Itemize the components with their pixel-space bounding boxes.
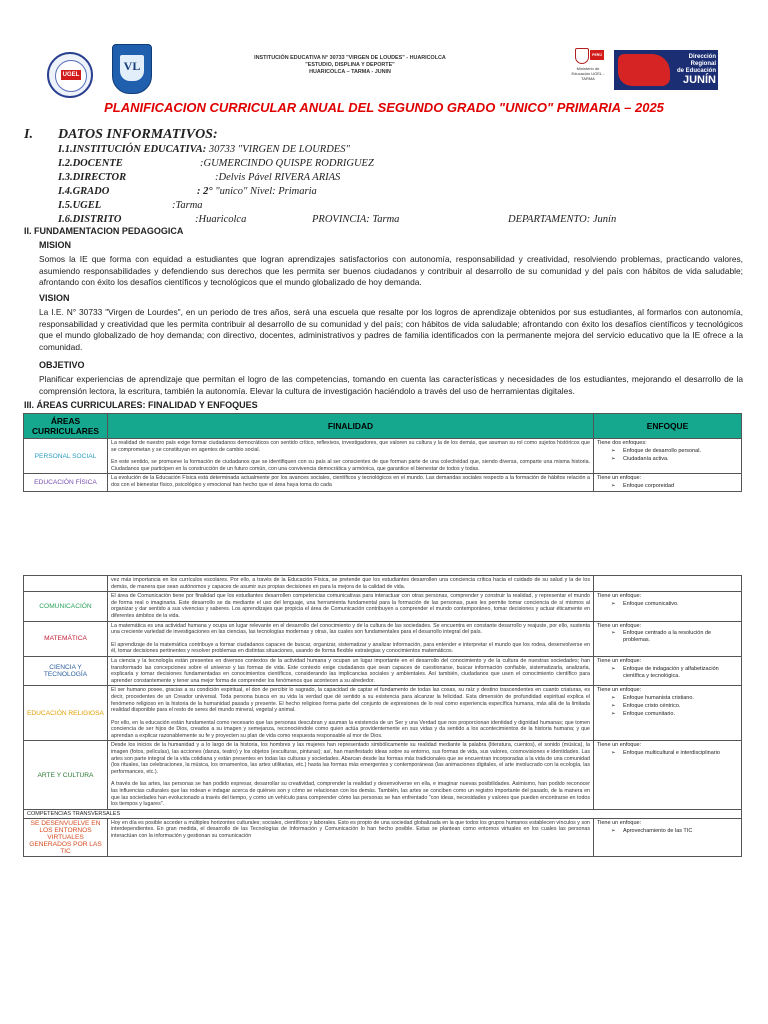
regional-logo-caption: Dirección Regional de Educación [676,54,716,74]
dato-ugel-value: :Tarma [172,200,203,211]
table-row [24,656,742,685]
areas-table-page2 [23,575,742,857]
area-name: SE DESENVUELVE EN LOS ENTORNOS VIRTUALES GENERADOS POR LAS TIC [24,818,108,856]
area-finalidad: Desde los inicios de la humanidad y a lo largo de la historia, los hombres y las mujeres han representado simbólicamente su realidad mediante la palabra (literatura, cuentos), el sonido (música), la imagen (fotos, películas), las acciones (danza, teatro) y los objetos (esculturas, pinturas); así, han manifestado ideas sobre su entorno, sus formas de vida, sus valores, cosmovisiones e identidades. Las artes son parte integral de la vida cotidiana y están presentes en todas las culturas y sociedades. Abarcan desde las formas más tradicionales que se encuentran incorporadas a la vida de una comunidad (los rituales, las celebraciones, la música, los ornamentos, las artes utilitarias, etc.) hasta las formas más emergentes y contemporáneas (las animaciones digitales, el arte involucrado con la ecología, las performances, etc.). A través de las artes, las personas se han podido expresar, desarrollar su creatividad, comprender la realidad y desenvolverse en ella, e imaginar nuevas posibilidades. Asimismo, han podido reconocer las influencias culturales que las rodean e indagar acerca de quiénes son y cómo se relacionan con los demás. También, las artes se conciben como un registro importante del pasado, de la manera en que las sociedades han evolucionado a través del tiempo, y como un vehículo para comprender cómo las personas se han enfrentado "con ideas, necesidades y valores que pueden encontrarse en todos los tiempos y lugares". [108,741,594,809]
table-row [24,592,742,621]
area-enfoque: Tiene un enfoque: ➢ Enfoque humanista cristiano. ➢ Enfoque cristo céntrico. ➢ Enfoque comunitario. [594,686,742,741]
area-finalidad: La matemática es una actividad humana y ocupa un lugar relevante en el desarrollo del conocimiento y de la cultura de las sociedades. Se encuentra en constante desarrollo y reajuste, por ello, sustenta una creciente variedad de investigaciones en las ciencias, las tecnologías modernas y otras, las cuales son fundamentales para el desarrollo integral del país. El aprendizaje de la matemática contribuye a formar ciudadanos capaces de buscar, organizar, sistematizar y analizar información, para entender e interpretar el mundo que los rodea, desenvolverse en él, tomar decisiones pertinentes y resolver problemas en distintas situaciones, usando de forma flexible estrategias y conocimientos matemáticos. [108,621,594,656]
area-finalidad: La evolución de la Educación Física está determinada actualmente por los avances sociales, científicos y tecnológicos en el mundo. Las demandas sociales respecto a la formación de hábitos relación a dos con el bienestar físico, psicológico y emocional han hecho que el área haya toma do cada [108,474,594,492]
ministry-logo [571,48,605,94]
area-name [24,576,108,592]
area-finalidad-continuation: vez más importancia en los currículos escolares. Por ello, a través de la Educación Física, se pretende que los estudiantes desarrollen una conciencia crítica hacia el cuidado de su salud y la de los demás, de manera que sean autónomos y capaces de asumir sus propias decisiones en para la mejora de la calidad de vida. [108,576,594,592]
area-finalidad: La realidad de nuestro país exige formar ciudadanos democráticos con sentido crítico, reflexivos, investigadores, que valoren su cultura y la de los demás, que asuman su rol como sujetos históricos que se comprometan y se constituyan en agentes de cambio social. En este sentido, se promueve la formación de ciudadanos que se identifiquen con su país al ser conscientes de que forman parte de una colectividad que, siendo diversa, comparte una misma historia. Ciudadanos que participen en la construcción de un futuro común, con una convivencia democrática y armónica, que garantice el bienestar de todos y todas. [108,439,594,474]
col-header-area: ÁREAS CURRICULARES [24,414,108,439]
area-enfoque [594,576,742,592]
dato-director: I.3.DIRECTOR [58,172,127,183]
table-row [24,474,742,492]
area-name: EDUCACIÓN FÍSICA [24,474,108,492]
institution-line: HUARICOLCA – TARMA - JUNIN [309,68,391,75]
page-title: PLANIFICACION CURRICULAR ANUAL DEL SEGUNDO GRADO "UNICO" PRIMARIA – 2025 [104,100,664,115]
section-areas-heading: III. ÁREAS CURRICULARES: FINALIDAD Y ENFOQUES [24,400,258,410]
section-title: DATOS INFORMATIVOS: [58,127,218,142]
area-name: PERSONAL SOCIAL [24,439,108,474]
mision-text: Somos la IE que forma con equidad a estudiantes que logran aprendizajes satisfactorios con autonomía, responsabilidad y creatividad, resolviendo problemas, practicando valores, asumiendo responsabilidades y defendiendo sus derechos que les permita ser buenos ciudadanos y contribuir al desarrollo de su comunidad y del país con hábitos de vida saludable; afrontando con éxito los desafíos científicos y tecnológicos que el mundo globalizado de hoy demanda. [39,254,743,288]
dato-grado-value: : 2° "unico" Nivel: Primaria [197,186,317,197]
table-row [24,439,742,474]
vision-heading: VISION [39,293,70,303]
ugel-logo [47,52,93,98]
area-name: EDUCACIÓN RELIGIOSA [24,686,108,741]
areas-table-page1 [23,413,742,492]
section-fundamentacion-heading: II. FUNDAMENTACION PEDAGOGICA [24,226,184,236]
institution-line: INSTITUCIÓN EDUCATIVA N° 30733 "VIRGEN DE LOUDES" - HUARICOLCA [254,55,446,61]
area-enfoque: Tiene un enfoque: ➢ Enfoque corporeidad [594,474,742,492]
dato-docente-value: :GUMERCINDO QUISPE RODRIGUEZ [200,158,374,169]
table-row [24,686,742,741]
area-enfoque: Tiene un enfoque: ➢ Enfoque multicultural e interdisciplinario [594,741,742,809]
junin-map-icon [618,54,670,86]
area-finalidad: El área de Comunicación tiene por finalidad que los estudiantes desarrollen competencias comunicativas para interactuar con otras personas, comprender y construir la realidad, y representar el mundo de forma real o imaginaria. Este desarrollo se da mediante el uso del lenguaje, una herramienta fundamental para la formación de las personas, pues les permite tomar conciencia de sí mismos al organizar y dar sentido a sus vivencias y saberes. Los aprendizajes que propicia el área de Comunicación contribuyen a comprender el mundo contemporáneo, tomar decisiones y actuar éticamente en diferentes ámbitos de la vida. [108,592,594,621]
ugel-logo-text: UGEL [62,72,80,78]
peru-flag-icon: PERÚ [590,50,604,60]
area-name: ARTE Y CULTURA [24,741,108,809]
area-finalidad: La ciencia y la tecnología están presentes en diversos contextos de la actividad humana y ocupan un lugar importante en el desarrollo del conocimiento y de la cultura de nuestras sociedades; han transformado las concepciones sobre el universo y las formas de vida. Este contexto exige ciudadanos que sean capaces de cuestionarse, buscar información confiable, sistematizarla, analizarla, explicarla y tomar decisiones fundamentadas en conocimientos científicos, considerando las implicancias sociales y ambientales. Así también, ciudadanos que usen el conocimiento científico para aprender constantemente y tener una mejor forma de comprender los fenómenos que acontecen a su alrededor. [108,656,594,685]
table-row [24,741,742,809]
section-number: I. [24,127,33,142]
table-row [24,576,742,592]
area-name: COMUNICACIÓN [24,592,108,621]
col-header-enfoque: ENFOQUE [594,414,742,439]
peru-shield-icon [575,48,589,64]
dato-provincia: PROVINCIA: Tarma [312,214,400,225]
table-row [24,818,742,856]
objetivo-heading: OBJETIVO [39,360,85,370]
school-logo-text: VL [123,59,141,73]
institution-line: "ESTUDIO, DISPLINA Y DEPORTE" [305,61,395,68]
area-finalidad: El ser humano posee, gracias a su condición espiritual, el don de percibir lo sagrado, la capacidad de captar el fundamento de todas las cosas, su raíz y destino trascendentes en cuanto criaturas, es decir, procedentes de un Creador universal. Toda persona busca en su vida la verdad que dé sentido a su existencia para alcanzar la felicidad. Esta dimensión de profundidad espiritual explica el fenómeno religioso en la historia de la humanidad pasada y presente. El hecho religioso forma parte del conjunto de expresiones de lo real como experiencia específica humana, más allá de la limitada realidad disponible para el resto de seres del mundo mineral, vegetal y animal. Por ello, en la educación están fundamental como necesario que las personas descubran y asuman la existencia de un Ser y una Verdad que nos proporcionan identidad y dignidad humanas; que tomen conciencia de ser hijos de Dios, creados a su imagen y semejanza, reconociéndole como quien actúa providentemente en sus vidas y da sentido a los acontecimientos de la historia humana; y que aprendan a explicar razonablemente su fe y proyecten su plan de vida como respuesta responsable al mor de Dios. [108,686,594,741]
dato-director-value: :Delvis Pável RIVERA ARIAS [215,172,341,183]
area-enfoque: Tiene dos enfoques: ➢ Enfoque de desarrollo personal. ➢ Ciudadanía activa. [594,439,742,474]
area-finalidad: Hoy en día es posible acceder a múltiples horizontes culturales; sociales, científicos y laborales. Esto es propio de una sociedad globalizada en la que todos los grupos humanos establecen vínculos y son interdependientes. En gran medida, el desarrollo de las Tecnologías de Información y Comunicación lo han hecho posible. Estas se plantean como entornos virtuales en los cuales las personas interactúan con la información y gestionan su comunicación [108,818,594,856]
area-enfoque: Tiene un enfoque: ➢ Aprovechamiento de las TIC [594,818,742,856]
dato-departamento: DEPARTAMENTO: Junín [508,214,617,225]
ministry-logo-text: Ministerio de Educación UGEL - TARMA [571,66,605,81]
dato-institucion: I.1.INSTITUCIÓN EDUCATIVA: 30733 "VIRGEN DE LOURDES" [58,144,350,155]
table-row [24,621,742,656]
transversal-heading: COMPETENCIAS TRANSVERSALES [24,809,742,818]
dato-ugel: I.5.UGEL [58,200,102,211]
dato-docente: I.2.DOCENTE [58,158,123,169]
area-enfoque: Tiene un enfoque: ➢ Enfoque centrado a la resolución de problemas. [594,621,742,656]
area-name: MATEMÁTICA [24,621,108,656]
dato-grado: I.4.GRADO [58,186,110,197]
dato-distrito-value: :Huaricolca [195,214,247,225]
regional-logo-name: JUNÍN [682,74,716,86]
table-header-row [24,414,742,439]
area-enfoque: Tiene un enfoque: ➢ Enfoque comunicativo. [594,592,742,621]
regional-direction-logo [614,50,718,90]
school-logo [112,44,152,94]
dato-distrito: I.6.DISTRITO [58,214,122,225]
area-name: CIENCIA Y TECNOLOGÍA [24,656,108,685]
objetivo-text: Planificar experiencias de aprendizaje que permitan el logro de las competencias, tomando en cuenta las características y necesidades de los estudiantes, mejorando el desarrollo de la comprensión lectora, la escritura, también la autonomía. Elevar la cultura de investigación haciéndolo a través del uso de herramientas digitales. [39,374,743,396]
mision-heading: MISION [39,240,72,250]
vision-text: La I.E. N° 30733 "Virgen de Lourdes", en un periodo de tres años, será una escuela que resalte por los logros de aprendizaje obtenidos por sus estudiantes, al formarlos con autonomía, responsabilidad y creatividad que les permita contribuir al desarrollo de su comunidad y del país; con hábitos de vida saludable; afrontando con éxito los desafíos científicos y tecnológicos que el mundo globalizado de hoy demanda; con directivo, docentes, administrativos y padres de familia identificados con la permanente mejora del servicio educativo que la IE ofrece a la comunidad. [39,307,743,352]
institution-header [200,55,500,75]
area-enfoque: Tiene un enfoque: ➢ Enfoque de indagación y alfabetización científica y tecnológica. [594,656,742,685]
section-datos-heading [24,127,218,143]
transversal-heading-row [24,809,742,818]
col-header-finalidad: FINALIDAD [108,414,594,439]
